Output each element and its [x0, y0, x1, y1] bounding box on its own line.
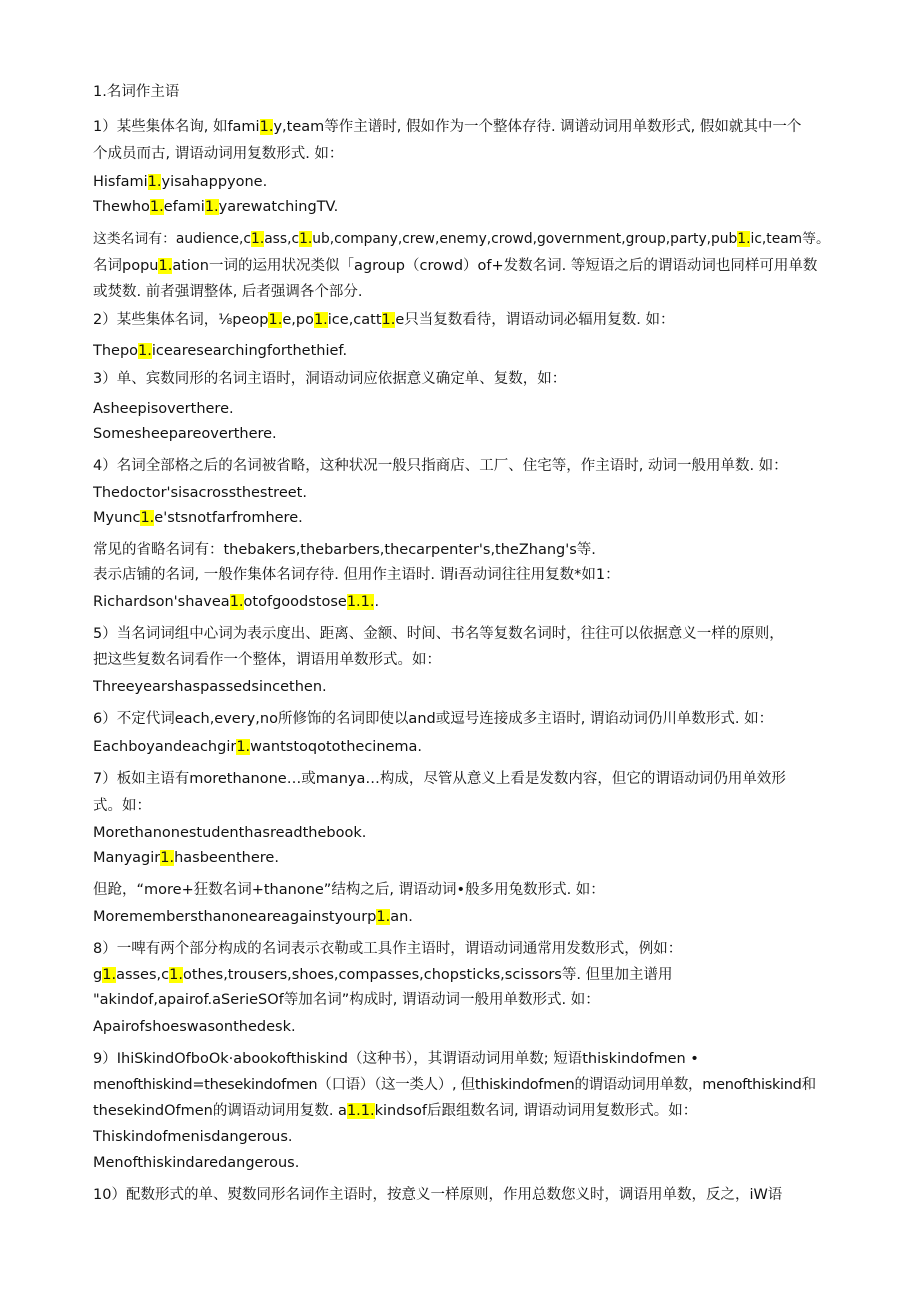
highlight-mark: 1.: [160, 850, 175, 866]
paragraph-line: [93, 1184, 835, 1206]
example-sentence: [93, 591, 835, 613]
example-sentence: [93, 1016, 835, 1038]
highlight-mark: 1.: [169, 967, 183, 983]
paragraph-line: [93, 281, 835, 303]
paragraph-line: [93, 938, 835, 960]
text-run: 10）配数形式的单、熨数同形名词作主语时，按意义一样原则，作用总数您义时，调语用单数，反之，iW语: [93, 1187, 783, 1203]
text-run: 把这些复数名词看作一个整体，谓语用单数形式。如：: [93, 652, 441, 668]
text-run: Thedoctor'sisacrossthestreet.: [93, 485, 307, 501]
highlight-mark: 1.: [259, 119, 274, 135]
text-run: 1）某些集体名询, 如fami: [93, 119, 260, 135]
text-run: e,po: [282, 312, 314, 328]
text-run: othes,trousers,shoes,compasses,chopsticks,scissors等. 但里加主谱用: [182, 967, 673, 983]
example-sentence: [93, 847, 835, 869]
example-sentence: [93, 1152, 835, 1174]
paragraph-line: [93, 964, 835, 986]
highlight-mark: 1.: [268, 312, 283, 328]
text-run: e只当复数看待，谓语动词必辐用复数. 如：: [395, 312, 675, 328]
text-run: 1.名词作主语: [93, 84, 180, 100]
text-run: Thewho: [93, 199, 150, 215]
paragraph-line: [93, 255, 835, 277]
text-run: thesekindOfmen的调语动词用复数. a: [93, 1103, 347, 1119]
paragraph-line: [93, 368, 835, 390]
text-run: ice,catt: [327, 312, 382, 328]
paragraph-line: [93, 143, 835, 165]
highlight-mark: 1.1.: [346, 1103, 375, 1119]
text-run: wantstoqotothecinema.: [250, 739, 423, 755]
example-sentence: [93, 906, 835, 928]
paragraph-line: [93, 1074, 835, 1096]
text-run: 7）板如主语有morethanone…或manya…构成，尽管从意义上看是发数内容，但它的谓语动词仍用单效形: [93, 771, 786, 787]
text-run: e'stsnotfarfromhere.: [154, 510, 303, 526]
paragraph-line: [93, 708, 835, 730]
text-run: hasbeenthere.: [174, 850, 279, 866]
paragraph-line: [93, 309, 835, 331]
example-sentence: [93, 1126, 835, 1148]
text-run: 或焚数. 前者强谓整体, 后者强调各个部分.: [93, 284, 363, 300]
highlight-mark: 1.: [313, 312, 328, 328]
example-sentence: [93, 340, 835, 362]
text-run: Apairofshoeswasonthedesk.: [93, 1019, 296, 1035]
text-run: Threeyearshaspassedsincethen.: [93, 679, 327, 695]
example-sentence: [93, 482, 835, 504]
text-run: otofgoodstose: [243, 594, 347, 610]
text-run: 但跄，“more+狂数名词+thanone”结构之后, 谓语动词•般多用兔数形式. 如：: [93, 882, 605, 898]
text-run: 2）某些集体名词，⅛peop: [93, 312, 269, 328]
example-sentence: [93, 171, 835, 193]
paragraph-line: [93, 623, 835, 645]
text-run: Somesheepareoverthere.: [93, 426, 277, 442]
section-heading: [93, 81, 835, 103]
text-run: 这类名词有：audience,c: [93, 231, 252, 247]
text-run: .: [374, 594, 380, 610]
paragraph-line: [93, 1100, 835, 1122]
text-run: y,team等作主谱时, 假如作为一个整体存待. 调谱动词用单数形式, 假如就其中一个: [273, 119, 802, 135]
text-run: an.: [390, 909, 413, 925]
text-run: 9）IhiSkindOfboOk·abookofthiskind（这种书），其谓语动词用单数; 短语thiskindofmen •: [93, 1051, 699, 1067]
text-run: menofthiskind=thesekindofmen（口语）（这一类人）, 但thiskindofmen的谓语动词用单数，menofthiskind和: [93, 1077, 816, 1093]
paragraph-line: [93, 228, 835, 250]
example-sentence: [93, 507, 835, 529]
text-run: g: [93, 967, 103, 983]
text-run: 个成员而古, 谓语动词用复数形式. 如：: [93, 146, 344, 162]
highlight-mark: 1.: [102, 967, 117, 983]
text-run: 6）不定代词each,every,no所修饰的名词即使以and或逗号连接成多主语时, 谓谄动词仍川单数形式. 如：: [93, 711, 774, 727]
text-run: Moremembersthanoneareagainstyourp: [93, 909, 377, 925]
paragraph-line: [93, 989, 835, 1011]
highlight-mark: 1.: [376, 909, 391, 925]
highlight-mark: 1.: [737, 231, 751, 247]
text-run: icearesearchingforthethief.: [151, 343, 348, 359]
text-run: Manyagir: [93, 850, 161, 866]
text-run: asses,c: [116, 967, 170, 983]
paragraph-line: [93, 564, 835, 586]
paragraph-line: [93, 539, 835, 561]
example-sentence: [93, 676, 835, 698]
highlight-mark: 1.: [149, 199, 164, 215]
text-run: 4）名词全部格之后的名词被省略，这种状况一般只指商店、工厂、住宅等，作主语时, 动词一般用单数. 如：: [93, 458, 788, 474]
highlight-mark: 1.: [140, 510, 155, 526]
paragraph-line: [93, 116, 835, 138]
text-run: ass,c: [264, 231, 300, 247]
text-run: ation一词的运用状况类似「agroup（crowd）of+发数名词. 等短语之后的谓语动词也同样可用单数: [172, 258, 818, 274]
paragraph-line: [93, 879, 835, 901]
highlight-mark: 1.: [251, 231, 265, 247]
text-run: yarewatchingTV.: [218, 199, 339, 215]
highlight-mark: 1.: [138, 343, 152, 359]
text-run: Asheepisoverthere.: [93, 401, 234, 417]
paragraph-line: [93, 1048, 835, 1070]
text-run: 名词popu: [93, 258, 159, 274]
example-sentence: [93, 196, 835, 218]
text-run: 表示店铺的名词, 一般作集体名词存待. 但用作主语时. 谓i吾动词往往用复数*如1：: [93, 567, 620, 583]
highlight-mark: 1.: [147, 174, 162, 190]
paragraph-line: [93, 649, 835, 671]
paragraph-line: [93, 455, 835, 477]
highlight-mark: 1.: [381, 312, 396, 328]
text-run: Eachboyandeachgir: [93, 739, 237, 755]
highlight-mark: 1.: [229, 594, 244, 610]
text-run: ic,team等。: [750, 231, 830, 247]
text-run: Thiskindofmenisdangerous.: [93, 1129, 293, 1145]
highlight-mark: 1.: [299, 231, 313, 247]
example-sentence: [93, 822, 835, 844]
highlight-mark: 1.: [204, 199, 219, 215]
text-run: yisahappyone.: [161, 174, 268, 190]
example-sentence: [93, 398, 835, 420]
example-sentence: [93, 423, 835, 445]
highlight-mark: 1.: [158, 258, 173, 274]
text-run: 3）单、宾数同形的名词主语时，洞语动词应依据意义确定单、复数，如：: [93, 371, 567, 387]
text-run: Hisfami: [93, 174, 148, 190]
text-run: Richardson'shavea: [93, 594, 230, 610]
text-run: 常见的省略名词有：thebakers,thebarbers,thecarpenter's,theZhang's等.: [93, 542, 596, 558]
text-run: "akindof,apairof.aSerieSOf等加名词”构成时, 谓语动词一般用单数形式. 如：: [93, 992, 600, 1008]
text-run: ub,company,crew,enemy,crowd,government,group,party,pub: [312, 231, 738, 247]
example-sentence: [93, 736, 835, 758]
paragraph-line: [93, 768, 835, 790]
highlight-mark: 1.1.: [346, 594, 375, 610]
text-run: 5）当名词词组中心词为表示度出、距离、金额、时间、书名等复数名词时，往往可以依据意义一样的原则，: [93, 626, 784, 642]
text-run: Thepo: [93, 343, 139, 359]
text-run: 8）一啤有两个部分构成的名词表示衣勒或工具作主语时，谓语动词通常用发数形式，例如：: [93, 941, 683, 957]
text-run: efami: [163, 199, 205, 215]
text-run: Myunc: [93, 510, 141, 526]
text-run: Morethanonestudenthasreadthebook.: [93, 825, 367, 841]
paragraph-line: [93, 795, 835, 817]
text-run: 式。如：: [93, 798, 151, 814]
text-run: Menofthiskindaredangerous.: [93, 1155, 300, 1171]
text-run: kindsof后跟组数名词, 谓语动词用复数形式。如：: [374, 1103, 698, 1119]
highlight-mark: 1.: [236, 739, 251, 755]
